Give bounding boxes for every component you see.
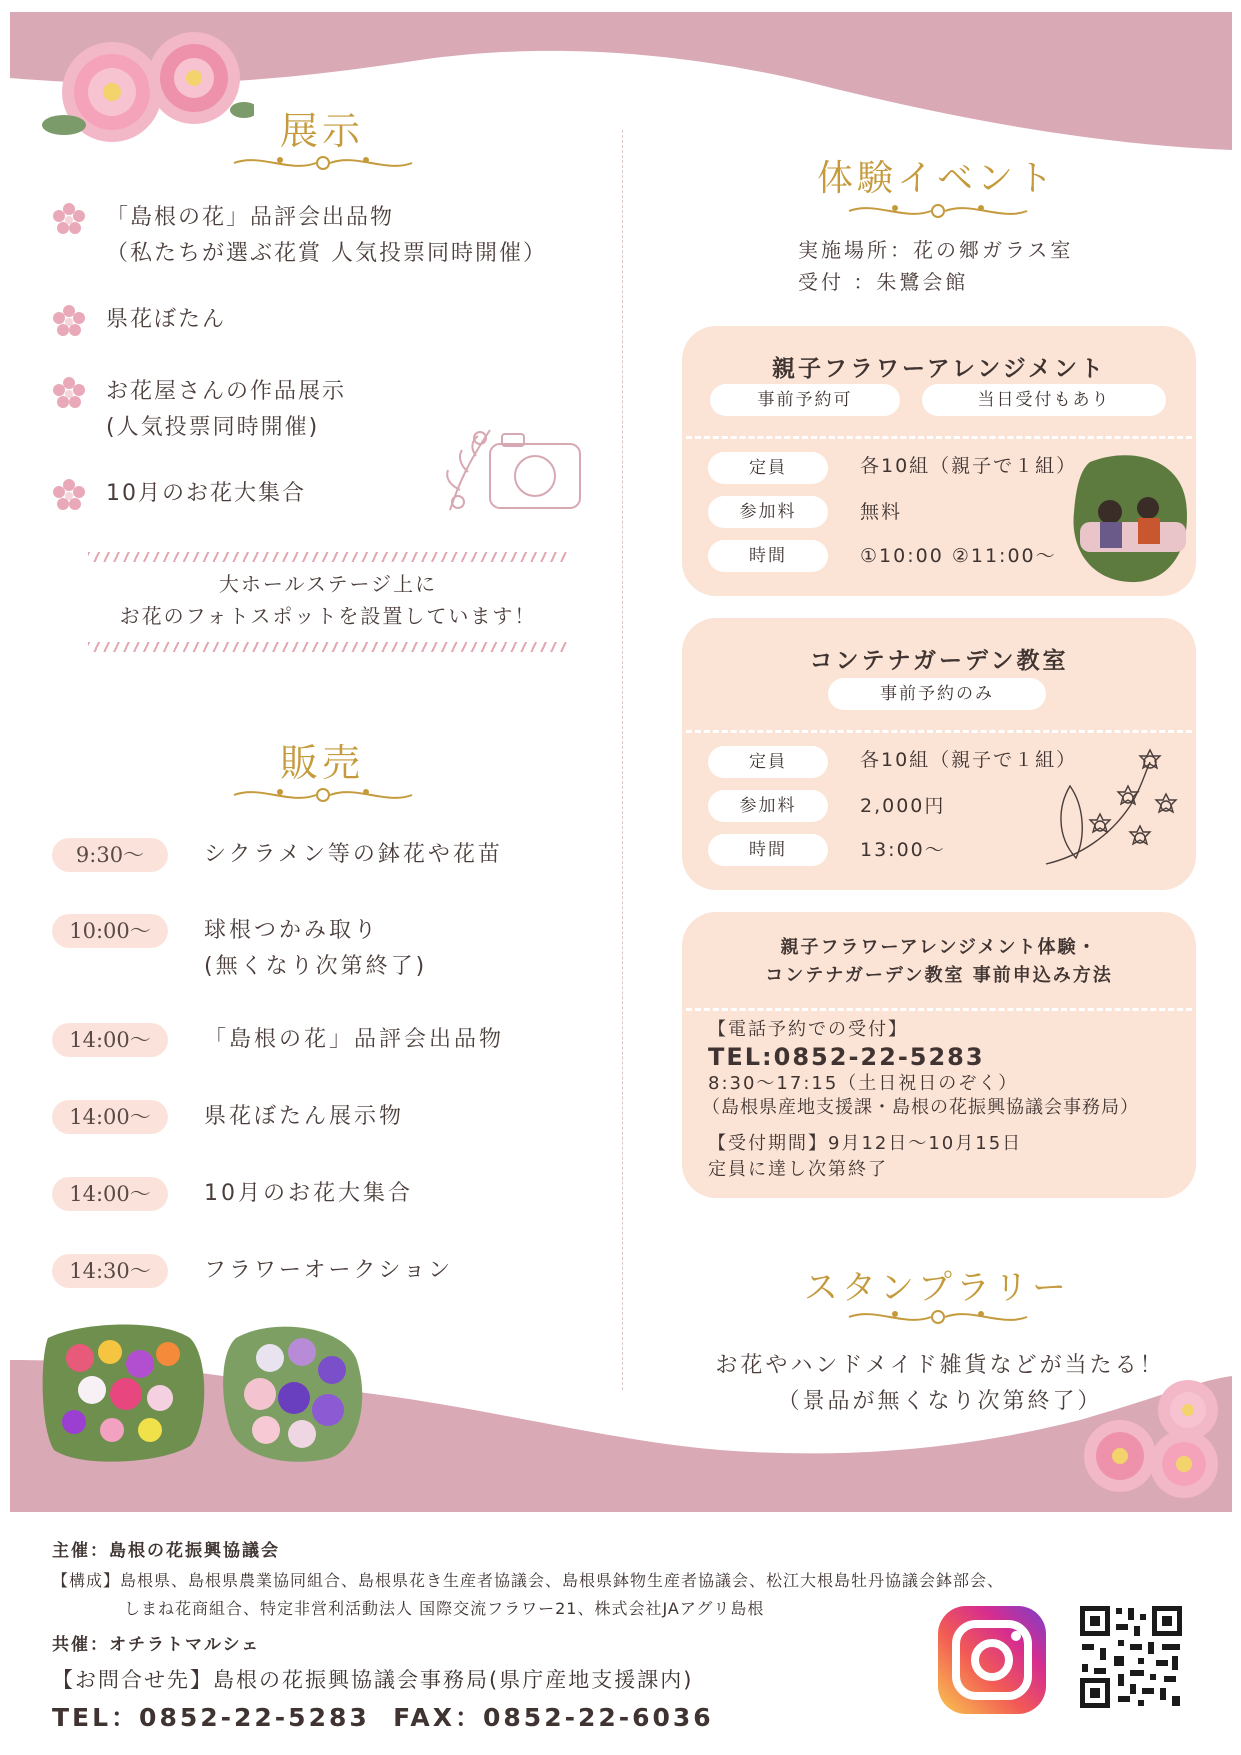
exhibition-item-line1: お花屋さんの作品展示 <box>106 379 347 404</box>
footer-members-line2: しまね花商組合、特定非営利活動法人 国際交流フラワー21、株式会社JAアグリ島根 <box>124 1599 765 1618</box>
events-heading: 体験イベント <box>816 158 1057 199</box>
application-title-line2: コンテナガーデン教室 事前申込み方法 <box>765 965 1113 986</box>
stamp-rally-heading: スタンプラリー <box>804 1268 1070 1308</box>
sales-time: 14:00～ <box>52 1023 168 1057</box>
ornament-divider-icon <box>230 150 416 176</box>
photospot-line2: お花のフォトスポットを設置しています！ <box>119 604 537 628</box>
dashed-separator <box>686 730 1192 733</box>
exhibition-item <box>52 476 306 512</box>
exhibition-item-line1: 10月のお花大集合 <box>106 481 306 506</box>
exhibition-item <box>52 200 547 272</box>
flower-arrangement-card <box>682 326 1196 596</box>
sales-heading: 販売 <box>279 741 364 785</box>
ornament-divider-icon <box>230 782 416 808</box>
sales-item <box>52 1254 453 1289</box>
stamp-rally-line1: お花やハンドメイド雑貨などが当たる！ <box>715 1353 1165 1378</box>
fee-value: 無料 <box>860 501 903 523</box>
sameday-chip: 当日受付もあり <box>922 384 1166 416</box>
reservation-chip: 事前予約可 <box>710 384 900 416</box>
footer-members-line1: 【構成】島根県、島根県農業協同組合、島根県花き生産者協議会、島根県鉢物生産者協議会、松江大根島牡丹協議会鉢部会、 <box>52 1571 1005 1590</box>
flower-sketch-icon <box>1040 746 1190 870</box>
sales-item-line1: 「島根の花」品評会出品物 <box>204 1027 505 1052</box>
application-title-line1: 親子フラワーアレンジメント体験・ <box>780 937 1098 958</box>
dashed-separator <box>686 436 1192 439</box>
application-card <box>682 912 1196 1198</box>
container-garden-card <box>682 618 1196 890</box>
application-period: 【受付期間】9月12日～10月15日 <box>708 1133 1023 1154</box>
exhibition-item-line1: 「島根の花」品評会出品物 <box>106 205 395 230</box>
dashed-separator <box>686 1008 1192 1011</box>
flower-bullet-icon <box>52 304 86 338</box>
flower-bullet-icon <box>52 376 86 410</box>
sales-item <box>52 1100 404 1135</box>
footer-tel-fax: TEL：0852-22-5283 FAX：0852-22-6036 <box>52 1703 714 1732</box>
time-label: 時間 <box>708 540 828 572</box>
phone-heading: 【電話予約での受付】 <box>708 1019 908 1040</box>
capacity-value: 各10組（親子で１組） <box>860 455 1078 477</box>
peony-flower-icon <box>34 20 254 150</box>
sales-item <box>52 1023 504 1058</box>
sales-item-line1: フラワーオークション <box>204 1258 454 1283</box>
sales-item <box>52 838 503 873</box>
capacity-label: 定員 <box>708 746 828 778</box>
flower-bullet-icon <box>52 202 86 236</box>
application-office: （島根県産地支援課・島根の花振興協議会事務局） <box>702 1097 1139 1118</box>
sales-time: 14:00～ <box>52 1177 168 1211</box>
event-reception: 受付 ：朱鷺会館 <box>798 270 969 294</box>
stripe-decoration <box>88 642 568 652</box>
ornament-divider-icon <box>845 1304 1031 1330</box>
card-title: 親子フラワーアレンジメント <box>771 356 1107 382</box>
fee-label: 参加料 <box>708 790 828 822</box>
sales-time: 14:30～ <box>52 1254 168 1288</box>
flower-photos <box>40 1318 370 1468</box>
reservation-only-chip: 事前予約のみ <box>828 678 1046 710</box>
sales-item-line1: シクラメン等の鉢花や花苗 <box>204 842 503 867</box>
sales-item-line1: 県花ぼたん展示物 <box>204 1104 405 1129</box>
exhibition-item-line2: (人気投票同時開催) <box>106 415 320 440</box>
application-hours: 8:30～17:15（土日祝日のぞく） <box>708 1073 1019 1094</box>
sales-item-line2: (無くなり次第終了) <box>204 954 428 979</box>
time-value: 13:00～ <box>860 839 946 861</box>
capacity-value: 各10組（親子で１組） <box>860 749 1078 771</box>
sales-item-line1: 球根つかみ取り <box>204 918 380 943</box>
footer-co-organizer: 共催：オチラトマルシェ <box>52 1635 261 1655</box>
footer-organizer: 主催：島根の花振興協議会 <box>52 1541 280 1561</box>
sales-time: 9:30～ <box>52 838 168 872</box>
exhibition-item-line1: 県花ぼたん <box>106 307 227 332</box>
flower-bullet-icon <box>52 478 86 512</box>
time-value: ①10:00 ②11:00～ <box>860 545 1057 567</box>
exhibition-heading: 展示 <box>279 109 364 153</box>
event-venue: 実施場所：花の郷ガラス室 <box>798 238 1074 262</box>
exhibition-item <box>52 374 346 446</box>
sales-item-line1: 10月のお花大集合 <box>204 1181 413 1206</box>
stripe-decoration <box>88 552 568 562</box>
instagram-icon[interactable] <box>932 1600 1052 1720</box>
exhibition-item-line2: （私たちが選ぶ花賞 人気投票同時開催） <box>106 241 547 266</box>
fee-value: 2,000円 <box>860 795 946 817</box>
event-photo <box>1070 452 1190 586</box>
photospot-line1: 大ホールステージ上に <box>218 572 438 596</box>
footer-contact: 【お問合せ先】島根の花振興協議会事務局(県庁産地支援課内) <box>52 1668 694 1692</box>
column-divider <box>622 130 623 1390</box>
application-title <box>682 934 1196 990</box>
sales-item <box>52 914 427 985</box>
qr-code-icon[interactable] <box>1078 1604 1184 1710</box>
fee-label: 参加料 <box>708 496 828 528</box>
stamp-rally-line2: （景品が無くなり次第終了） <box>777 1389 1103 1414</box>
photospot-notice <box>88 568 568 632</box>
sales-time: 10:00～ <box>52 914 168 948</box>
time-label: 時間 <box>708 834 828 866</box>
sales-time: 14:00～ <box>52 1100 168 1134</box>
exhibition-item <box>52 302 226 338</box>
application-period-note: 定員に達し次第終了 <box>708 1159 888 1180</box>
application-tel: TEL:0852-22-5283 <box>708 1043 985 1071</box>
card-title: コンテナガーデン教室 <box>809 648 1069 674</box>
camera-sketch-icon <box>440 410 590 520</box>
sales-item <box>52 1177 413 1212</box>
capacity-label: 定員 <box>708 452 828 484</box>
ornament-divider-icon <box>845 198 1031 224</box>
